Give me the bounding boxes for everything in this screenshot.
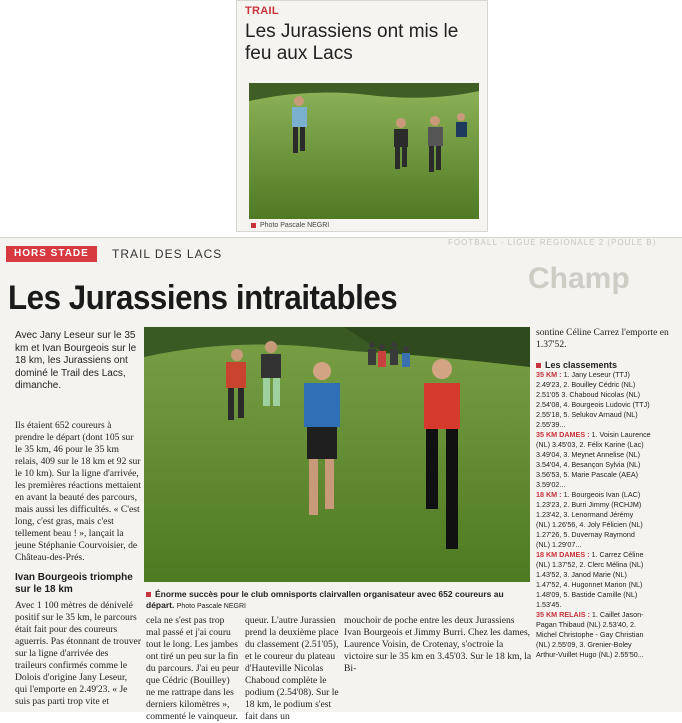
top-clipping <box>236 0 488 232</box>
col1-paragraph2: Avec 1 100 mètres de dénivelé positif sur le 35 km, le parcours était fait pour des coureurs aguerris. Pas étonnant de trouver sur la ligne d'arrivée des traileurs confirmés comme le Dolois d'origine Jany Leseur, qui l'emporte en 2.49'23. « Je suis pas parti trop vite et <box>15 600 142 707</box>
result-line: 3.56'53, 5. Marie Pascale (AEA) <box>536 470 639 479</box>
result-line: 35 KM DAMES : 1. Voisin Laurence <box>536 430 651 439</box>
results-list <box>536 370 680 660</box>
col5-paragraph: sontine Céline Carrez l'emporte en 1.37'52. <box>536 327 669 350</box>
result-line: Arthur-Vuillet Hugo (NL) 2.55'50... <box>536 650 644 659</box>
result-line: 1.43'52, 3. Janod Marie (NL) <box>536 570 627 579</box>
result-line: 35 KM : 1. Jany Leseur (TTJ) <box>536 370 630 379</box>
rubric-secondary: TRAIL DES LACS <box>112 247 223 261</box>
result-line: 1.27'26, 5. Duvernay Raymond <box>536 530 635 539</box>
rubric-badge: HORS STADE <box>6 246 97 262</box>
photo-credit: Photo Pascale NEGRI <box>251 222 329 229</box>
result-line: (NL) 1.29'07... <box>536 540 582 549</box>
ghost-title: Champ <box>528 262 630 295</box>
result-line: (NL) 1.26'56, 4. Joly Félicien (NL) <box>536 520 643 529</box>
result-line: (NL) 3.45'03, 2. Félix Karine (Lac) <box>536 440 644 449</box>
result-line: Pagan Thibaud (NL) 2.53'40, 2. <box>536 620 636 629</box>
kicker-trail: TRAIL <box>245 5 279 17</box>
result-category: 35 KM RELAIS : <box>536 610 592 619</box>
result-line: 1.53'45. <box>536 600 562 609</box>
result-category: 35 KM DAMES : <box>536 430 592 439</box>
result-line: 3.54'04, 4. Besançon Sylvia (NL) <box>536 460 641 469</box>
result-category: 35 KM : <box>536 370 564 379</box>
col1-subheading: Ivan Bourgeois triomphe sur le 18 km <box>15 572 133 595</box>
result-line: 3.59'02... <box>536 480 566 489</box>
photo-caption: Énorme succès pour le club omnisports clairvallen organisateur avec 652 coureurs au départ. Photo Pascale NEGRI <box>146 589 504 610</box>
result-line: 35 KM RELAIS : 1. Caillet Jason- <box>536 610 644 619</box>
result-line: 2.54'08, 4. Bourgeois Ludovic (TTJ) <box>536 400 650 409</box>
result-line: (NL) 1.37'52, 2. Clerc Mélina (NL) <box>536 560 644 569</box>
result-line: 1.48'09, 5. Bastide Camille (NL) <box>536 590 638 599</box>
col4-paragraph: mouchoir de poche entre les deux Jurassiens Ivan Bourgeois et Jimmy Burri. Chez les dames, Laurence Voisin, de Crotenay, s'octroie la victoire sur le 35 km en 3.45'03. Sur le 18 km, la Bi- <box>344 615 532 674</box>
results-square-icon <box>536 363 541 368</box>
runners-photo-small <box>249 83 479 219</box>
result-line: Michel Christophe - Gay Christian <box>536 630 644 639</box>
result-line: 1.47'52, 4. Hugonnet Marion (NL) <box>536 580 643 589</box>
result-category: 18 KM DAMES : <box>536 550 592 559</box>
result-line: (NL) 2.55'09, 3. Grenier-Boley <box>536 640 632 649</box>
result-line: 3.49'04, 3. Meynet Annelise (NL) <box>536 450 641 459</box>
caption-square-icon <box>146 592 151 597</box>
result-line: 2.55'18, 5. Selukov Arnaud (NL) <box>536 410 638 419</box>
headline: Les Jurassiens ont mis le feu aux Lacs <box>245 21 459 64</box>
article-title: Les Jurassiens intraitables <box>8 279 398 317</box>
ghost-header: FOOTBALL - LIGUE REGIONALE 2 (POULE B) <box>448 238 657 247</box>
result-line: 2.55'39... <box>536 420 566 429</box>
result-line: 2.51'05 3. Chaboud Nicolas (NL) <box>536 390 641 399</box>
runners-photo-large <box>144 327 530 582</box>
main-clipping <box>0 237 682 722</box>
credit-square-icon <box>251 223 256 228</box>
result-line: 18 KM : 1. Bourgeois Ivan (LAC) <box>536 490 641 499</box>
col1-paragraph1: Ils étaient 652 coureurs à prendre le départ (dont 105 sur le 35 km, 46 pour le 35 km relais, 409 sur le 18 km et 92 sur le 10 km). Sur la ligne d'arrivée, les premières réactions mettaient en avant la beauté des parcours, mais aussi les difficultés. « C'est long, c'est gras, mais c'est tellement beau ! », lançait la jeune Stéphanie Courvoisier, de Château-des-Prés. <box>15 420 141 563</box>
result-line: 18 KM DAMES : 1. Carrez Céline <box>536 550 644 559</box>
col3-paragraph: queur. L'autre Jurassien prend la deuxième place du classement (2.51'05), et le coureur du plateau d'Hauteville Nicolas Chaboud complète le podium (2.54'08). Sur le 18 km, le podium s'est fait dans un <box>245 615 339 722</box>
results-heading: Les classements <box>536 360 680 370</box>
col2-paragraph: cela ne s'est pas trop mal passé et j'ai couru tout le long. Les jambes ont tiré un peu sur la fin du parcours. J'ai eu peur que Cédric (Bouilley) ne me rattrape dans les derniers kilomètres », commenté le vainqueur. <box>146 615 240 722</box>
result-line: 1.23'42, 3. Lenormand Jérémy <box>536 510 634 519</box>
lead-paragraph: Avec Jany Leseur sur le 35 km et Ivan Bourgeois sur le 18 km, les Jurassiens ont dominé le Trail des Lacs, dimanche. <box>15 330 137 391</box>
result-line: 1.23'23, 2. Burri Jimmy (RCHJM) <box>536 500 642 509</box>
result-category: 18 KM : <box>536 490 564 499</box>
results-sidebar <box>536 360 680 660</box>
result-line: 2.49'23, 2. Bouilley Cédric (NL) <box>536 380 636 389</box>
